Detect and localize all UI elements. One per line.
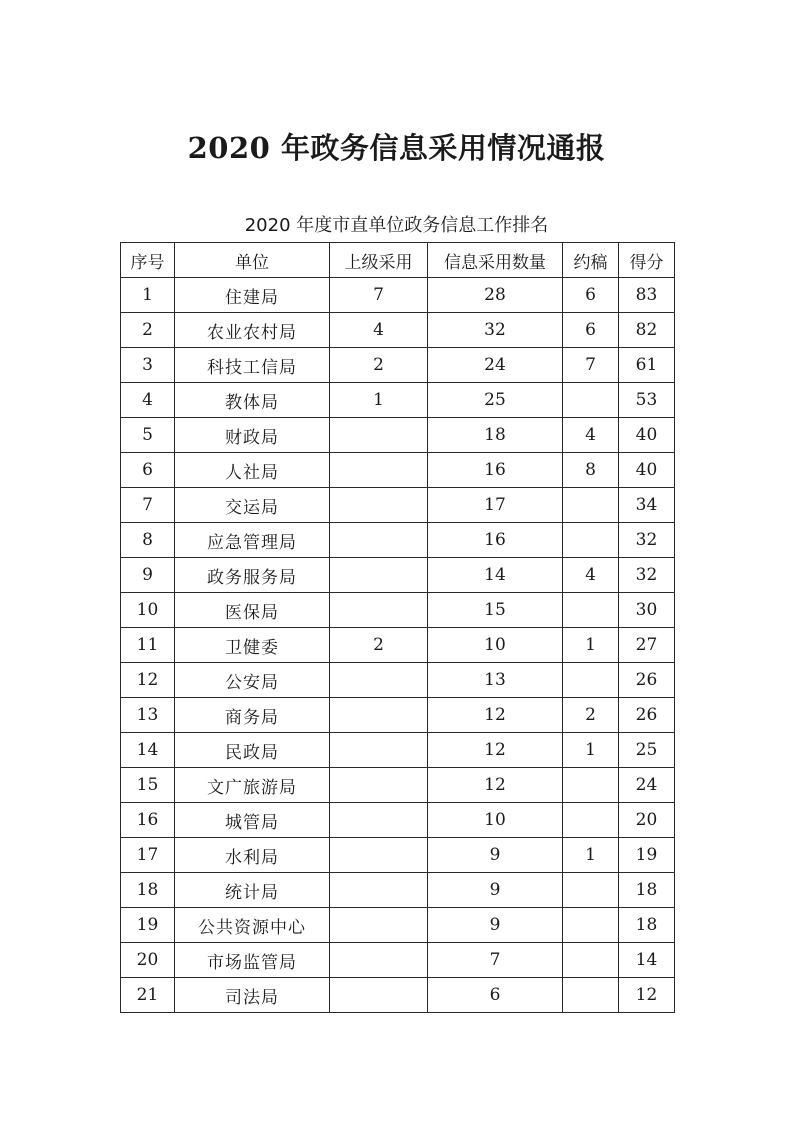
cell-no: 21 — [121, 978, 175, 1013]
cell-info-count: 9 — [428, 908, 563, 943]
table-row — [121, 348, 675, 383]
cell-upper-adoption — [330, 523, 428, 558]
cell-upper-adoption — [330, 733, 428, 768]
cell-info-count: 32 — [428, 313, 563, 348]
cell-no: 8 — [121, 523, 175, 558]
cell-solicited — [563, 593, 619, 628]
cell-info-count: 6 — [428, 978, 563, 1013]
cell-solicited: 2 — [563, 698, 619, 733]
table-row — [121, 313, 675, 348]
cell-unit: 文广旅游局 — [175, 768, 330, 803]
cell-unit: 财政局 — [175, 418, 330, 453]
table-row — [121, 628, 675, 663]
cell-score: 34 — [619, 488, 675, 523]
cell-unit: 公安局 — [175, 663, 330, 698]
cell-score: 24 — [619, 768, 675, 803]
cell-no: 19 — [121, 908, 175, 943]
cell-unit: 医保局 — [175, 593, 330, 628]
cell-upper-adoption — [330, 908, 428, 943]
cell-score: 19 — [619, 838, 675, 873]
cell-upper-adoption: 2 — [330, 348, 428, 383]
cell-no: 10 — [121, 593, 175, 628]
cell-upper-adoption — [330, 663, 428, 698]
table-row — [121, 488, 675, 523]
cell-no: 5 — [121, 418, 175, 453]
table-row — [121, 383, 675, 418]
cell-no: 15 — [121, 768, 175, 803]
cell-info-count: 12 — [428, 698, 563, 733]
header-no: 序号 — [121, 243, 175, 278]
cell-unit: 教体局 — [175, 383, 330, 418]
cell-score: 25 — [619, 733, 675, 768]
cell-unit: 水利局 — [175, 838, 330, 873]
cell-upper-adoption: 1 — [330, 383, 428, 418]
cell-info-count: 14 — [428, 558, 563, 593]
cell-upper-adoption: 2 — [330, 628, 428, 663]
cell-score: 14 — [619, 943, 675, 978]
cell-solicited: 1 — [563, 733, 619, 768]
cell-info-count: 10 — [428, 803, 563, 838]
cell-unit: 农业农村局 — [175, 313, 330, 348]
table-row — [121, 943, 675, 978]
cell-no: 9 — [121, 558, 175, 593]
table-body — [121, 278, 675, 1013]
cell-solicited — [563, 523, 619, 558]
cell-score: 61 — [619, 348, 675, 383]
cell-solicited: 4 — [563, 558, 619, 593]
cell-upper-adoption — [330, 978, 428, 1013]
cell-info-count: 24 — [428, 348, 563, 383]
cell-unit: 民政局 — [175, 733, 330, 768]
cell-no: 18 — [121, 873, 175, 908]
cell-unit: 城管局 — [175, 803, 330, 838]
cell-score: 83 — [619, 278, 675, 313]
cell-solicited — [563, 383, 619, 418]
cell-solicited: 7 — [563, 348, 619, 383]
cell-no: 1 — [121, 278, 175, 313]
cell-score: 12 — [619, 978, 675, 1013]
cell-score: 18 — [619, 873, 675, 908]
header-solicited: 约稿 — [563, 243, 619, 278]
cell-solicited: 4 — [563, 418, 619, 453]
cell-no: 13 — [121, 698, 175, 733]
table-row — [121, 663, 675, 698]
cell-solicited — [563, 663, 619, 698]
cell-solicited — [563, 908, 619, 943]
cell-solicited: 6 — [563, 313, 619, 348]
cell-score: 40 — [619, 418, 675, 453]
cell-no: 2 — [121, 313, 175, 348]
cell-solicited: 1 — [563, 628, 619, 663]
header-unit: 单位 — [175, 243, 330, 278]
cell-upper-adoption: 4 — [330, 313, 428, 348]
table-row — [121, 523, 675, 558]
cell-info-count: 28 — [428, 278, 563, 313]
cell-unit: 科技工信局 — [175, 348, 330, 383]
cell-upper-adoption — [330, 593, 428, 628]
table-row — [121, 978, 675, 1013]
cell-upper-adoption — [330, 418, 428, 453]
cell-info-count: 16 — [428, 453, 563, 488]
cell-unit: 市场监管局 — [175, 943, 330, 978]
cell-upper-adoption — [330, 943, 428, 978]
table-row — [121, 593, 675, 628]
cell-no: 3 — [121, 348, 175, 383]
table-row — [121, 278, 675, 313]
table-row — [121, 418, 675, 453]
cell-upper-adoption — [330, 768, 428, 803]
cell-solicited — [563, 803, 619, 838]
cell-unit: 住建局 — [175, 278, 330, 313]
cell-info-count: 12 — [428, 768, 563, 803]
cell-unit: 应急管理局 — [175, 523, 330, 558]
cell-info-count: 15 — [428, 593, 563, 628]
header-upper-adoption: 上级采用 — [330, 243, 428, 278]
cell-info-count: 12 — [428, 733, 563, 768]
cell-no: 17 — [121, 838, 175, 873]
cell-no: 6 — [121, 453, 175, 488]
cell-unit: 人社局 — [175, 453, 330, 488]
cell-solicited: 1 — [563, 838, 619, 873]
cell-unit: 商务局 — [175, 698, 330, 733]
cell-no: 20 — [121, 943, 175, 978]
cell-no: 14 — [121, 733, 175, 768]
cell-no: 11 — [121, 628, 175, 663]
cell-score: 82 — [619, 313, 675, 348]
cell-unit: 政务服务局 — [175, 558, 330, 593]
cell-no: 12 — [121, 663, 175, 698]
document-title: 2020 年政务信息采用情况通报 — [187, 131, 606, 165]
cell-upper-adoption — [330, 698, 428, 733]
cell-upper-adoption: 7 — [330, 278, 428, 313]
cell-no: 4 — [121, 383, 175, 418]
cell-info-count: 25 — [428, 383, 563, 418]
table-title: 2020 年度市直单位政务信息工作排名 — [244, 215, 549, 236]
cell-upper-adoption — [330, 488, 428, 523]
cell-solicited — [563, 943, 619, 978]
cell-unit: 公共资源中心 — [175, 908, 330, 943]
table-header-row — [121, 243, 675, 278]
cell-solicited — [563, 873, 619, 908]
cell-solicited: 8 — [563, 453, 619, 488]
cell-info-count: 16 — [428, 523, 563, 558]
cell-unit: 司法局 — [175, 978, 330, 1013]
cell-solicited — [563, 978, 619, 1013]
cell-upper-adoption — [330, 838, 428, 873]
cell-unit: 卫健委 — [175, 628, 330, 663]
cell-score: 18 — [619, 908, 675, 943]
cell-unit: 交运局 — [175, 488, 330, 523]
table-row — [121, 803, 675, 838]
cell-solicited: 6 — [563, 278, 619, 313]
cell-info-count: 7 — [428, 943, 563, 978]
table-row — [121, 698, 675, 733]
cell-no: 7 — [121, 488, 175, 523]
table-row — [121, 558, 675, 593]
table-row — [121, 453, 675, 488]
ranking-table — [120, 242, 675, 1013]
table-row — [121, 838, 675, 873]
cell-score: 27 — [619, 628, 675, 663]
cell-solicited — [563, 768, 619, 803]
cell-unit: 统计局 — [175, 873, 330, 908]
cell-score: 30 — [619, 593, 675, 628]
cell-score: 32 — [619, 558, 675, 593]
table-row — [121, 768, 675, 803]
cell-no: 16 — [121, 803, 175, 838]
header-info-count: 信息采用数量 — [428, 243, 563, 278]
cell-upper-adoption — [330, 803, 428, 838]
cell-score: 32 — [619, 523, 675, 558]
cell-solicited — [563, 488, 619, 523]
table-row — [121, 908, 675, 943]
cell-info-count: 17 — [428, 488, 563, 523]
header-score: 得分 — [619, 243, 675, 278]
cell-score: 26 — [619, 698, 675, 733]
cell-upper-adoption — [330, 873, 428, 908]
cell-score: 20 — [619, 803, 675, 838]
table-row — [121, 873, 675, 908]
cell-score: 26 — [619, 663, 675, 698]
cell-score: 40 — [619, 453, 675, 488]
table-row — [121, 733, 675, 768]
cell-info-count: 9 — [428, 873, 563, 908]
cell-info-count: 13 — [428, 663, 563, 698]
cell-score: 53 — [619, 383, 675, 418]
cell-upper-adoption — [330, 558, 428, 593]
cell-upper-adoption — [330, 453, 428, 488]
cell-info-count: 18 — [428, 418, 563, 453]
cell-info-count: 10 — [428, 628, 563, 663]
cell-info-count: 9 — [428, 838, 563, 873]
